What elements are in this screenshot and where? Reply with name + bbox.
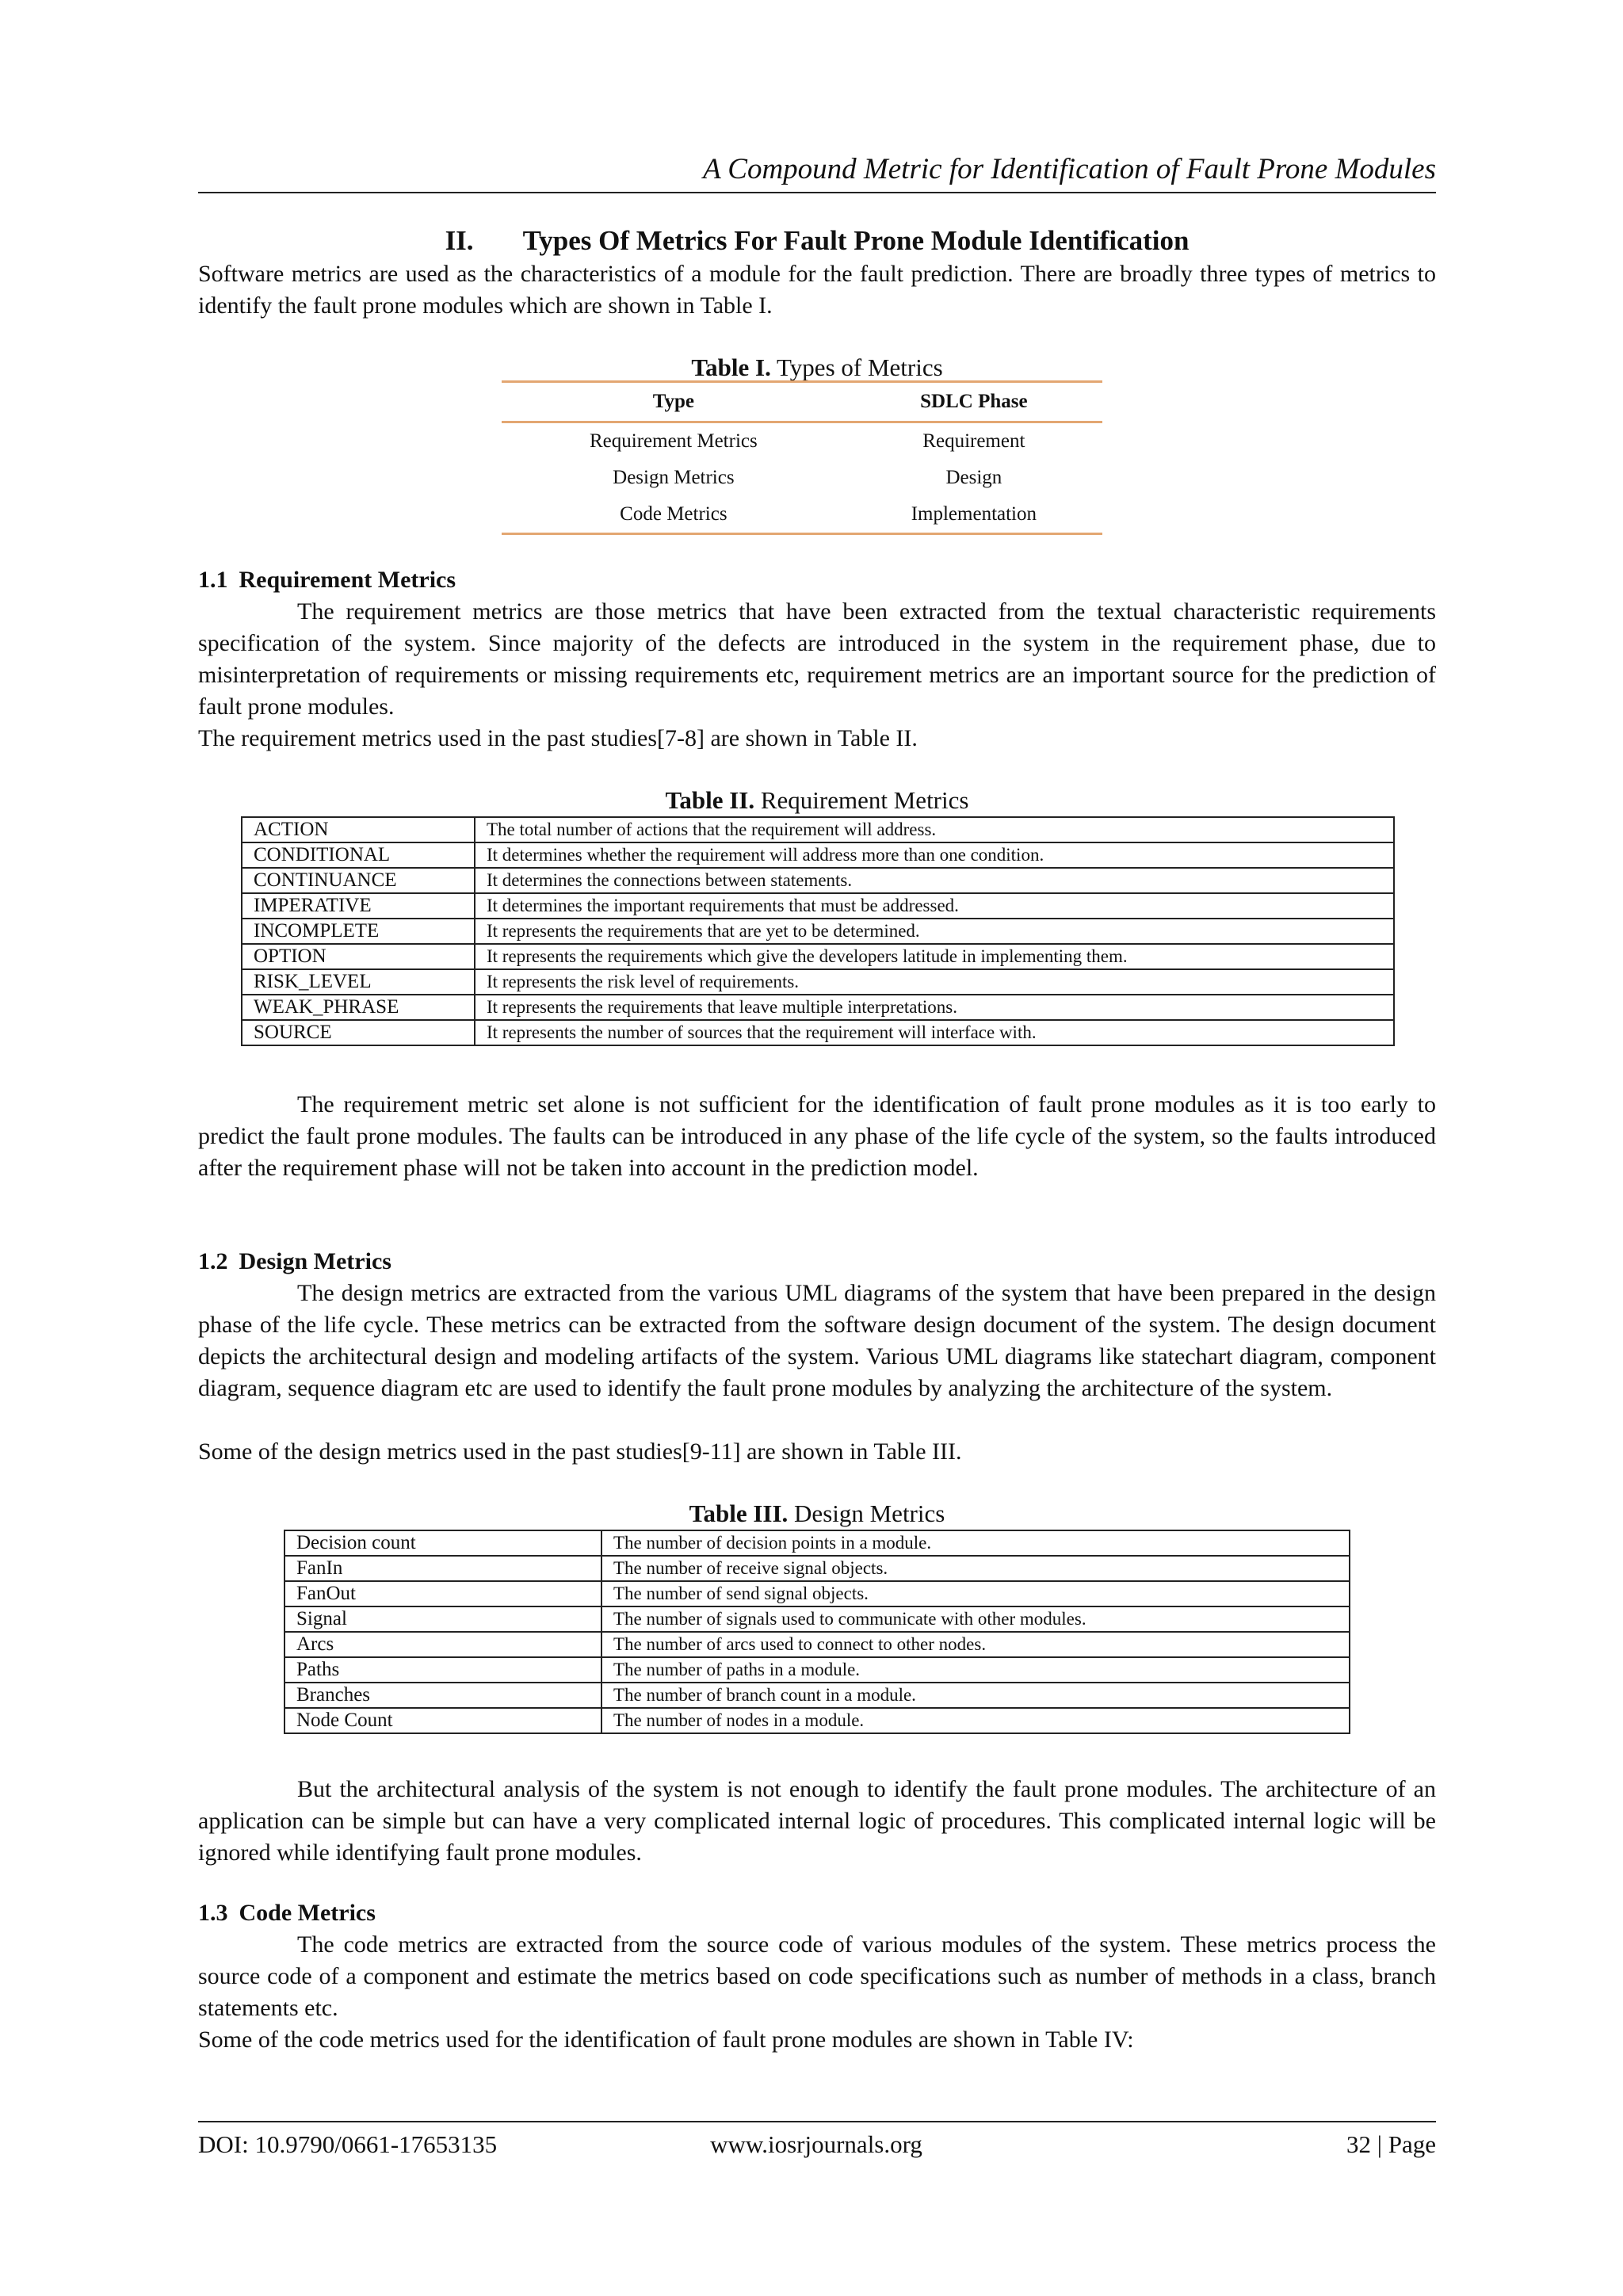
table-cell: Design xyxy=(945,467,1002,488)
table-row xyxy=(285,1606,1350,1632)
table-cell: Code Metrics xyxy=(502,496,846,534)
running-head: A Compound Metric for Identification of Fault Prone Modules xyxy=(703,153,1436,185)
metric-description: It represents the requirements which give the developers latitude in implementing them. xyxy=(475,944,1394,969)
requirement-paragraph-2: The requirement metrics used in the past studies[7-8] are shown in Table II. xyxy=(198,725,918,751)
table2-caption xyxy=(198,785,1436,816)
requirement-paragraph-1: The requirement metrics are those metrics that have been extracted from the textual characteristic requirements specification of the system. Since majority of the defects are introduced in the system in the requirement phase, due to misinterpretation of requirements or missing requirements etc, requirement metrics are an important source for the prediction of fault prone modules. xyxy=(198,598,1436,720)
metric-name: IMPERATIVE xyxy=(242,893,475,919)
table-cell: Implementation xyxy=(846,496,1102,534)
section-heading xyxy=(198,223,1436,258)
table-row xyxy=(285,1683,1350,1708)
table-row xyxy=(242,944,1394,969)
section-title: Types Of Metrics For Fault Prone Module Identification xyxy=(522,225,1190,256)
table-row xyxy=(242,868,1394,893)
metric-description: It determines the important requirements that must be addressed. xyxy=(475,893,1394,919)
subsection-title: Code Metrics xyxy=(239,1900,376,1926)
metric-description: It represents the requirements that leave multiple interpretations. xyxy=(475,995,1394,1020)
table-row xyxy=(502,496,1102,534)
table-design-metrics xyxy=(284,1530,1350,1734)
metric-description: The number of arcs used to connect to other nodes. xyxy=(601,1632,1350,1657)
table-requirement-metrics xyxy=(241,816,1395,1046)
table3-caption-label: Table III. xyxy=(689,1499,789,1527)
metric-name: Arcs xyxy=(285,1632,601,1657)
subsection-number: 1.3 xyxy=(198,1900,228,1926)
subsection-number: 1.1 xyxy=(198,567,228,593)
metric-name: Signal xyxy=(285,1606,601,1632)
table-row xyxy=(242,995,1394,1020)
table-row xyxy=(285,1530,1350,1556)
table-cell: Design Metrics xyxy=(613,467,735,488)
metric-name: Paths xyxy=(285,1657,601,1683)
code-paragraph-2: Some of the code metrics used for the identification of fault prone modules are shown in Table IV: xyxy=(198,2027,1134,2053)
table-row xyxy=(285,1708,1350,1733)
table1-header-type: Type xyxy=(502,382,846,422)
table1-caption-text: Types of Metrics xyxy=(770,353,943,381)
subsection-number: 1.2 xyxy=(198,1248,228,1274)
code-paragraph-1: The code metrics are extracted from the source code of various modules of the system. These metrics process the source code of a component and estimate the metrics based on code specifications such as number of methods in a class, branch statements etc. xyxy=(198,1931,1436,2021)
subsection-heading-code xyxy=(198,1897,376,1929)
design-paragraph-2: Some of the design metrics used in the past studies[9-11] are shown in Table III. xyxy=(198,1438,962,1465)
metric-description: The number of branch count in a module. xyxy=(601,1683,1350,1708)
metric-description: The number of receive signal objects. xyxy=(601,1556,1350,1581)
table-row xyxy=(502,422,1102,460)
metric-description: The number of paths in a module. xyxy=(601,1657,1350,1683)
metric-name: WEAK_PHRASE xyxy=(242,995,475,1020)
table-row xyxy=(242,1020,1394,1045)
header-rule xyxy=(198,192,1436,193)
design-paragraph-1: The design metrics are extracted from the various UML diagrams of the system that have been prepared in the design phase of the life cycle. These metrics can be extracted from the software design document of the system. The design document depicts the architectural design and modeling artifacts of the system. Various UML diagrams like statechart diagram, component diagram, sequence diagram etc are used to identify the fault prone modules by analyzing the architecture of the system. xyxy=(198,1280,1436,1401)
subsection-heading-design xyxy=(198,1246,391,1278)
table1-caption-label: Table I. xyxy=(691,353,771,381)
table-cell: Requirement xyxy=(922,430,1025,452)
metric-description: The number of decision points in a module. xyxy=(601,1530,1350,1556)
metric-name: FanIn xyxy=(285,1556,601,1581)
metric-name: Node Count xyxy=(285,1708,601,1733)
metric-name: CONTINUANCE xyxy=(242,868,475,893)
table-row xyxy=(285,1657,1350,1683)
metric-name: FanOut xyxy=(285,1581,601,1606)
footer-page-number: 32 | Page xyxy=(1346,2130,1436,2158)
metric-description: It determines whether the requirement will address more than one condition. xyxy=(475,842,1394,868)
intro-paragraph: Software metrics are used as the characteristics of a module for the fault prediction. There are broadly three types of metrics to identify the fault prone modules which are shown in Table I. xyxy=(198,261,1436,319)
metric-name: Branches xyxy=(285,1683,601,1708)
subsection-title: Requirement Metrics xyxy=(239,567,456,593)
table2-caption-text: Requirement Metrics xyxy=(754,786,969,814)
metric-description: It represents the requirements that are yet to be determined. xyxy=(475,919,1394,944)
metric-name: INCOMPLETE xyxy=(242,919,475,944)
requirement-paragraph-3: The requirement metric set alone is not sufficient for the identification of fault prone modules as it is too early to predict the fault prone modules. The faults can be introduced in any phase of the life cycle of the system, so the faults introduced after the requirement phase will not be taken into account in the prediction model. xyxy=(198,1091,1436,1181)
table-row xyxy=(285,1632,1350,1657)
table1-caption xyxy=(198,352,1436,384)
footer-rule xyxy=(198,2121,1436,2122)
metric-description: The number of nodes in a module. xyxy=(601,1708,1350,1733)
table-row xyxy=(285,1581,1350,1606)
metric-name: ACTION xyxy=(242,817,475,842)
table-cell: Requirement Metrics xyxy=(589,430,758,452)
subsection-heading-requirement xyxy=(198,564,456,596)
subsection-title: Design Metrics xyxy=(239,1248,391,1274)
metric-name: CONDITIONAL xyxy=(242,842,475,868)
table3-caption-text: Design Metrics xyxy=(788,1499,945,1527)
metric-name: Decision count xyxy=(285,1530,601,1556)
metric-description: It determines the connections between statements. xyxy=(475,868,1394,893)
table-row xyxy=(502,460,1102,496)
footer-doi: DOI: 10.9790/0661-17653135 xyxy=(198,2130,498,2158)
metric-name: RISK_LEVEL xyxy=(242,969,475,995)
metric-description: The number of signals used to communicate with other modules. xyxy=(601,1606,1350,1632)
metric-name: SOURCE xyxy=(242,1020,475,1045)
table1-header-sdlc: SDLC Phase xyxy=(846,382,1102,422)
table-row xyxy=(242,817,1394,842)
table-types-of-metrics xyxy=(502,380,1102,535)
table-row xyxy=(242,842,1394,868)
footer-website-link[interactable]: www.iosrjournals.org xyxy=(710,2130,922,2158)
metric-description: The total number of actions that the requirement will address. xyxy=(475,817,1394,842)
table-row xyxy=(242,969,1394,995)
metric-name: OPTION xyxy=(242,944,475,969)
metric-description: The number of send signal objects. xyxy=(601,1581,1350,1606)
table-row xyxy=(242,919,1394,944)
design-paragraph-3: But the architectural analysis of the system is not enough to identify the fault prone modules. The architecture of an application can be simple but can have a very complicated internal logic of procedures. This complicated internal logic will be ignored while identifying fault prone modules. xyxy=(198,1776,1436,1866)
metric-description: It represents the number of sources that the requirement will interface with. xyxy=(475,1020,1394,1045)
table3-caption xyxy=(198,1498,1436,1530)
table-row xyxy=(285,1556,1350,1581)
table2-caption-label: Table II. xyxy=(665,786,755,814)
metric-description: It represents the risk level of requirements. xyxy=(475,969,1394,995)
section-number: II. xyxy=(445,225,474,256)
table-row xyxy=(242,893,1394,919)
